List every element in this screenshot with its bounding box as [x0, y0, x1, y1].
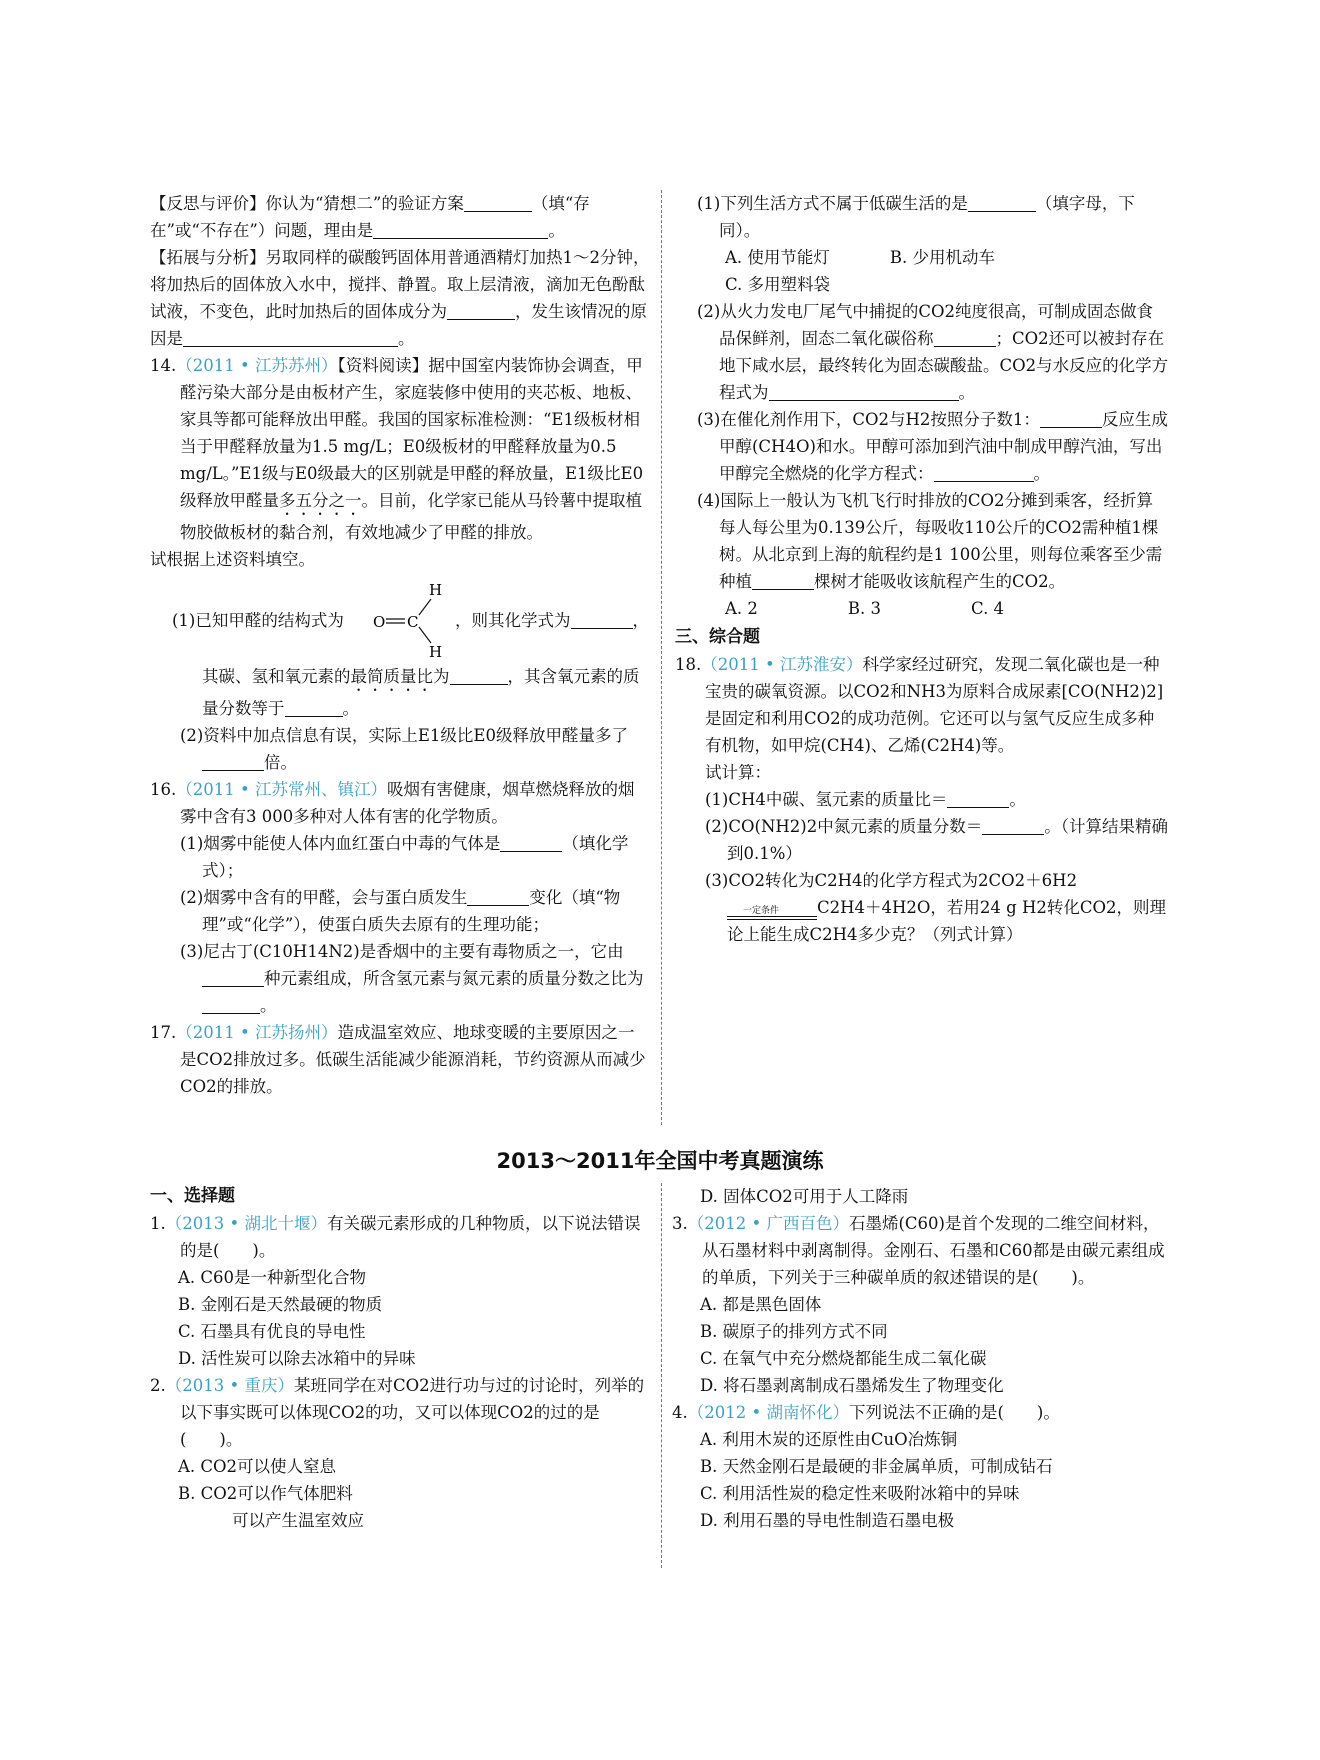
option[interactable]: B. 金刚石是天然最硬的物质 [178, 1295, 383, 1314]
top-left-column [150, 190, 650, 1100]
question-source: （2011 • 江苏苏州） [176, 356, 338, 375]
q16-sub1: (1)烟雾中能使人体内血红蛋白中毒的气体是 （填化学式）； [180, 834, 629, 880]
answer-blank[interactable] [447, 301, 515, 320]
option[interactable]: C. 在氧气中充分燃烧都能生成二氧化碳 [700, 1349, 987, 1368]
answer-blank[interactable] [500, 833, 562, 852]
answer-blank[interactable] [373, 220, 548, 239]
question-17: 17.（2011 • 江苏扬州）造成温室效应、地球变暖的主要原因之一是CO2排放过多。低碳生活能减少能源消耗，节约资源从而减少CO2的排放。 [150, 1023, 646, 1096]
q17-sub1-options: A. 使用节能灯 B. 少用机动车 [725, 248, 996, 267]
answer-blank[interactable] [202, 752, 264, 771]
q17-sub3: (3)在催化剂作用下，CO2与H2按照分子数1： 反应生成甲醇(CH4O)和水。甲醇可添加到汽油中制成甲醇汽油，写出甲醇完全燃烧的化学方程式： 。 [697, 410, 1168, 483]
answer-blank[interactable] [571, 610, 633, 629]
answer-blank[interactable] [285, 698, 343, 717]
section-heading-choice: 一、选择题 [150, 1186, 235, 1206]
answer-blank[interactable] [947, 789, 1009, 808]
svg-text:H: H [429, 581, 443, 599]
dotted-emphasis: 多五分之一 [279, 491, 362, 510]
option[interactable]: A. C60是一种新型化合物 [178, 1268, 367, 1287]
section-title: 2013～2011年全国中考真题演练 [496, 1149, 824, 1173]
question-2: 2.（2013 • 重庆）某班同学在对CO2进行功与过的讨论时，列举的以下事实既可以体现CO2的功，又可以体现CO2的过的是( )。 [150, 1376, 645, 1449]
formaldehyde-structure-row: (1)已知甲醛的结构式为 O C H H ，则其化学式为 ， [172, 581, 649, 659]
answer-blank[interactable] [1040, 409, 1102, 428]
option[interactable]: A. 都是黑色固体 [700, 1295, 822, 1314]
q18-sub2: (2)CO(NH2)2中氮元素的质量分数＝ 。（计算结果精确到0.1%） [705, 817, 1168, 863]
option[interactable]: D. 活性炭可以除去冰箱中的异味 [178, 1349, 416, 1368]
option[interactable]: B. 碳原子的排列方式不同 [700, 1322, 888, 1341]
option-continuation: 可以产生温室效应 [232, 1511, 364, 1530]
answer-blank[interactable] [968, 193, 1036, 212]
q16-sub2: (2)烟雾中含有的甲醛，会与蛋白质发生 变化（填“物理”或“化学”），使蛋白质失去原有的生理功能； [180, 888, 621, 934]
svg-text:C: C [407, 613, 419, 631]
question-18: 18.（2011 • 江苏淮安）科学家经过研究，发现二氧化碳也是一种宝贵的碳氧资源。以CO2和NH3为原料合成尿素[CO(NH2)2]是固定和利用CO2的成功范例。它还可以与氢气反应生成多种有机物，如甲烷(CH4)、乙烯(C2H4)等。 [675, 655, 1164, 755]
question-source: （2013 • 重庆） [165, 1376, 294, 1395]
column-divider [661, 1183, 662, 1568]
question-source: （2011 • 江苏扬州） [176, 1023, 338, 1042]
answer-blank[interactable] [450, 666, 508, 685]
question-source: （2012 • 湖南怀化） [687, 1403, 849, 1422]
extension-paragraph: 【拓展与分析】另取同样的碳酸钙固体用普通酒精灯加热1～2分钟，将加热后的固体放入水中，搅拌、静置。取上层清液，滴加无色酚酞试液，不变色，此时加热后的固体成分为 ，发生该情况的原因是 。 [150, 248, 650, 348]
answer-blank[interactable] [934, 463, 1034, 482]
question-source: （2012 • 广西百色） [687, 1214, 849, 1233]
svg-text:H: H [429, 643, 443, 659]
answer-blank[interactable] [934, 328, 996, 347]
q17-sub1: (1)下列生活方式不属于低碳生活的是 （填字母，下同）。 [697, 194, 1135, 240]
answer-blank[interactable] [467, 887, 529, 906]
question-source: （2013 • 湖北十堰） [165, 1214, 327, 1233]
q17-sub1-option-c: C. 多用塑料袋 [725, 275, 831, 294]
q17-sub2: (2)从火力发电厂尾气中捕捉的CO2纯度很高，可制成固态做食品保鲜剂，固态二氧化碳俗称 ；CO2还可以被封存在地下咸水层，最终转化为固态碳酸盐。CO2与水反应的化学方程式为 。 [697, 302, 1169, 402]
reflection-paragraph: 【反思与评价】你认为“猜想二”的验证方案 （填“存在”或“不存在”）问题，理由是 。 [150, 194, 590, 240]
question-1: 1.（2013 • 湖北十堰）有关碳元素形成的几种物质，以下说法错误的是( )。 [150, 1214, 641, 1260]
question-16: 16.（2011 • 江苏常州、镇江）吸烟有害健康，烟草燃烧释放的烟雾中含有3 000多种对人体有害的化学物质。 [150, 780, 635, 826]
q17-sub4: (4)国际上一般认为飞机飞行时排放的CO2分摊到乘客，经折算每人每公里为0.139公斤，每吸收110公斤的CO2需种植1棵树。从北京到上海的航程约是1 100公里，则每位乘客至少需种植 棵树才能吸收该航程产生的CO2。 [697, 491, 1163, 591]
option[interactable]: D. 利用石墨的导电性制造石墨电极 [700, 1511, 955, 1530]
q17-sub4-options: A. 2 B. 3 C. 4 [725, 599, 1005, 618]
option[interactable]: A. 利用木炭的还原性由CuO冶炼铜 [700, 1430, 958, 1449]
answer-blank[interactable] [202, 968, 264, 987]
question-source: （2011 • 江苏常州、镇江） [176, 780, 387, 799]
option[interactable]: C. 利用活性炭的稳定性来吸附冰箱中的异味 [700, 1484, 1020, 1503]
q14-sub2: (2)资料中加点信息有误，实际上E1级比E0级释放甲醛量多了倍。 [180, 726, 628, 772]
answer-blank[interactable] [752, 571, 814, 590]
column-divider [661, 190, 662, 1125]
q18-sub3: (3)CO2转化为C2H4的化学方程式为2CO2＋6H2 一定条件 C2H4＋4H2O，若用24 g H2转化CO2，则理论上能生成C2H4多少克？（列式计算） [705, 871, 1167, 944]
answer-blank[interactable] [769, 382, 959, 401]
option[interactable]: A. CO2可以使人窒息 [178, 1457, 337, 1476]
reaction-condition-arrow: 一定条件 [727, 906, 817, 920]
bottom-right-column [672, 1183, 1172, 1534]
question-4: 4.（2012 • 湖南怀化）下列说法不正确的是( )。 [672, 1403, 1060, 1422]
option[interactable]: C. 石墨具有优良的导电性 [178, 1322, 366, 1341]
top-right-column [675, 190, 1169, 948]
question-source: （2011 • 江苏淮安） [701, 655, 863, 674]
option[interactable]: D. 固体CO2可用于人工降雨 [700, 1187, 909, 1206]
formaldehyde-structural-formula [365, 579, 455, 659]
q16-sub3: (3)尼古丁(C10H14N2)是香烟中的主要有毒物质之一，它由种元素组成，所含氢元素与氮元素的质量分数之比为。 [180, 942, 644, 1015]
svg-text:O: O [373, 613, 386, 631]
question-3: 3.（2012 • 广西百色）石墨烯(C60)是首个发现的二维空间材料，从石墨材料中剥离制得。金刚石、石墨和C60都是由碳元素组成的单质，下列关于三种碳单质的叙述错误的是( )。 [672, 1214, 1165, 1287]
question-14: 14.（2011 • 江苏苏州）【资料阅读】据中国室内装饰协会调查，甲醛污染大部分是由板材产生，家庭装修中使用的夹芯板、地板、家具等都可能释放出甲醛。我国的国家标准检测：“E1级板材相当于甲醛释放量为1.5 mg/L；E0级板材的甲醛释放量为0.5 mg/L。”E1级与E0级最大的区别就是甲醛的释放量，E1级比E0级释放甲醛量多五分之一。目前，化学家已能从马铃薯中提取植物胶做板材的黏合剂，有效地减少了甲醛的排放。 [150, 356, 644, 542]
option[interactable]: B. CO2可以作气体肥料 [178, 1484, 353, 1503]
option[interactable]: B. 天然金刚石是最硬的非金属单质，可制成钻石 [700, 1457, 1053, 1476]
answer-blank[interactable] [202, 995, 260, 1014]
q18-sub1: (1)CH4中碳、氢元素的质量比＝ 。 [705, 790, 1026, 809]
answer-blank[interactable] [183, 328, 398, 347]
q14-sub1-cont: 其碳、氢和氧元素的最简质量比为 ，其含氧元素的质量分数等于 。 [202, 667, 640, 718]
question-14-prompt: 试根据上述资料填空。 [150, 550, 315, 569]
option[interactable]: D. 将石墨剥离制成石墨烯发生了物理变化 [700, 1376, 1004, 1395]
answer-blank[interactable] [982, 816, 1044, 835]
question-18-prompt: 试计算： [705, 763, 771, 782]
answer-blank[interactable] [464, 193, 532, 212]
section-heading-comprehensive: 三、综合题 [675, 627, 760, 647]
bottom-left-column [150, 1183, 648, 1534]
